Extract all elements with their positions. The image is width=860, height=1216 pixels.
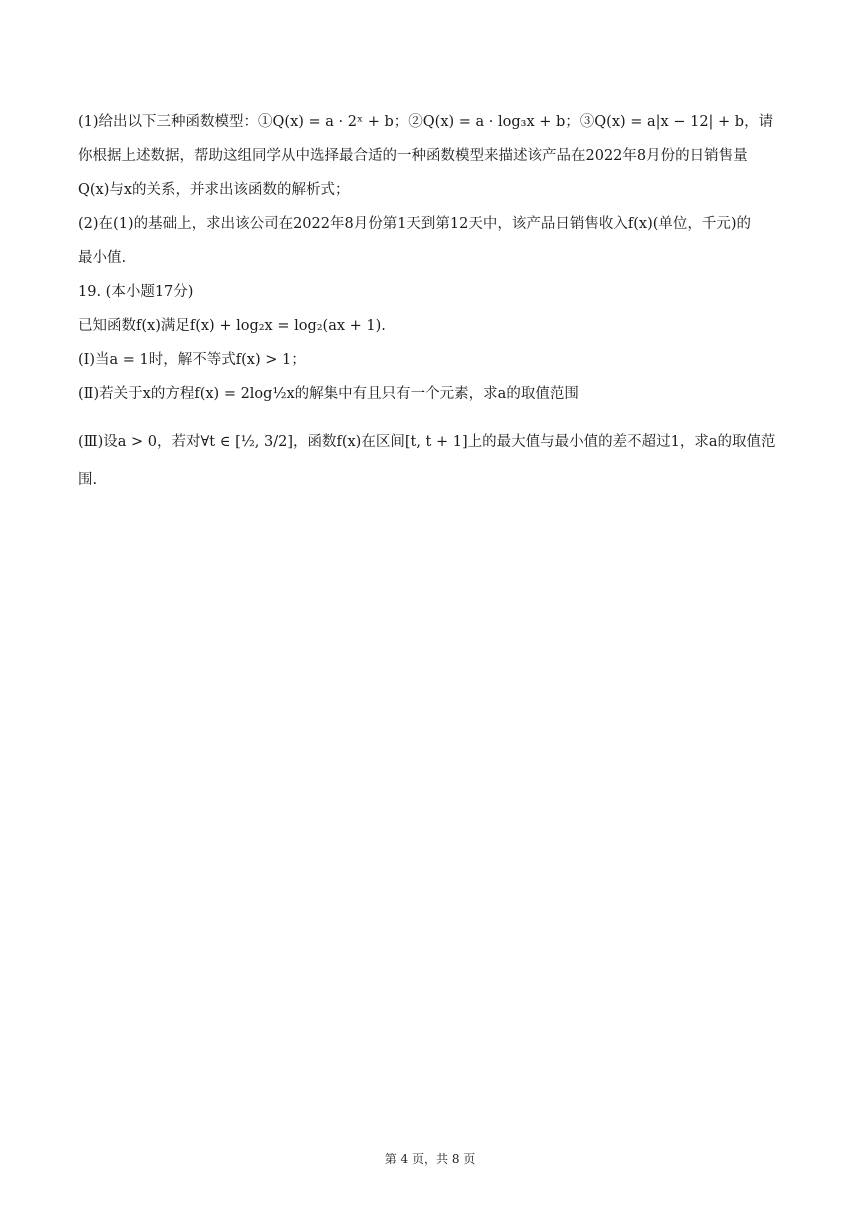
q18-part1-line2: 你根据上述数据，帮助这组同学从中选择最合适的一种函数模型来描述该产品在2022年8月份的日销售量 (78, 148, 748, 164)
page-footer: 第 4 页，共 8 页 (384, 1152, 476, 1166)
q19-header: 19. (本小题17分) (78, 284, 194, 300)
q18-part1-line3: Q(x)与x的关系，并求出该函数的解析式； (78, 182, 350, 198)
q19-part3-line1: (Ⅲ)设a > 0，若对∀t ∈ [½, 3/2]，函数f(x)在区间[t, t + 1]上的最大值与最小值的差不超过1，求a的取值范 (78, 434, 776, 450)
q18-part2-line1: (2)在(1)的基础上，求出该公司在2022年8月份第1天到第12天中，该产品日销售收入f(x)(单位，千元)的 (78, 216, 752, 232)
q18-part2-line2: 最小值. (78, 250, 127, 266)
q19-part3-line2: 围. (78, 472, 98, 488)
q18-part1-line1: (1)给出以下三种函数模型：①Q(x) = a · 2ˣ + b；②Q(x) = a · log₃x + b；③Q(x) = a|x − 12| + b，请 (78, 114, 774, 130)
q19-part2: (Ⅱ)若关于x的方程f(x) = 2log½x的解集中有且只有一个元素，求a的取值范围 (78, 386, 579, 402)
q19-stem: 已知函数f(x)满足f(x) + log₂x = log₂(ax + 1). (78, 318, 386, 334)
q19-part1: (Ⅰ)当a = 1时，解不等式f(x) > 1； (78, 352, 306, 368)
